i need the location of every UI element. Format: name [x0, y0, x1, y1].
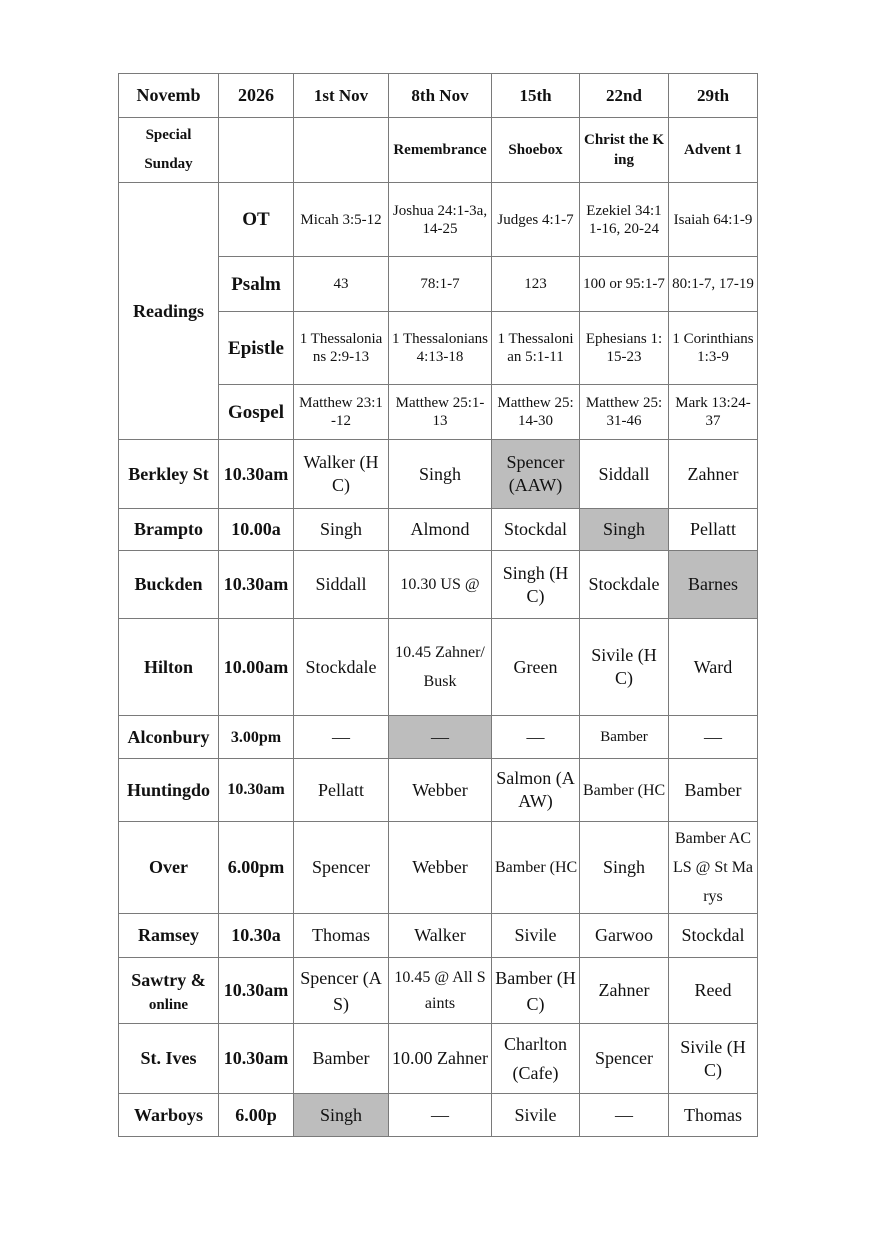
church-name: Huntingdo: [119, 759, 219, 822]
preacher-cell: Singh (HC): [492, 551, 580, 619]
church-name: Hilton: [119, 619, 219, 716]
preacher-cell: Bamber: [580, 716, 669, 759]
reading-cell: Matthew 23:1-12: [294, 385, 389, 440]
preacher-cell: Webber: [389, 822, 492, 914]
service-time: 10.00a: [219, 509, 294, 551]
preacher-cell: Charlton (Cafe): [492, 1024, 580, 1094]
reading-cell: Ephesians 1:15-23: [580, 312, 669, 385]
church-name: Buckden: [119, 551, 219, 619]
preacher-cell: Stockdal: [492, 509, 580, 551]
ot-label: OT: [219, 183, 294, 257]
service-time: 10.30am: [219, 440, 294, 509]
church-name: Brampto: [119, 509, 219, 551]
preacher-cell: Spencer: [580, 1024, 669, 1094]
preacher-cell: Singh: [580, 822, 669, 914]
psalm-label: Psalm: [219, 257, 294, 312]
preacher-cell: Bamber (HC): [492, 958, 580, 1024]
church-row-berkley: [119, 440, 758, 509]
special-sunday-cell: Advent 1: [669, 118, 758, 183]
service-time: 3.00pm: [219, 716, 294, 759]
reading-cell: Joshua 24:1-3a,14-25: [389, 183, 492, 257]
reading-cell: 123: [492, 257, 580, 312]
preacher-cell: Bamber ACLS @ St Marys: [669, 822, 758, 914]
preacher-cell: Bamber: [294, 1024, 389, 1094]
service-time: 10.30am: [219, 1024, 294, 1094]
preacher-cell: —: [492, 716, 580, 759]
preacher-cell-highlighted: Barnes: [669, 551, 758, 619]
preacher-cell: Stockdale: [294, 619, 389, 716]
date-header: 8th Nov: [389, 74, 492, 118]
church-row-alconbury: [119, 716, 758, 759]
church-name-line: online: [148, 997, 189, 1013]
service-time: 6.00pm: [219, 822, 294, 914]
date-header: 15th: [492, 74, 580, 118]
preacher-cell: Walker: [389, 914, 492, 958]
special-sunday-label: [119, 118, 219, 183]
preacher-cell-highlighted: Singh: [294, 1094, 389, 1137]
church-row-brampton: [119, 509, 758, 551]
church-name: [119, 958, 219, 1024]
reading-cell: Ezekiel 34:11-16, 20-24: [580, 183, 669, 257]
year-header: 2026: [219, 74, 294, 118]
service-rota-table: [118, 73, 758, 1137]
church-name: Alconbury: [119, 716, 219, 759]
preacher-cell: Sivile (HC): [580, 619, 669, 716]
preacher-cell: Stockdale: [580, 551, 669, 619]
preacher-cell: Spencer: [294, 822, 389, 914]
reading-cell: 1 Thessalonian 5:1-11: [492, 312, 580, 385]
service-time: 10.00am: [219, 619, 294, 716]
church-row-over: [119, 822, 758, 914]
service-time: 10.30am: [219, 551, 294, 619]
church-name: Berkley St: [119, 440, 219, 509]
reading-cell: 1 Thessalonians 2:9-13: [294, 312, 389, 385]
special-sunday-cell: [294, 118, 389, 183]
preacher-cell: 10.45 @ All Saints: [389, 958, 492, 1024]
preacher-cell: 10.45 Zahner/ Busk: [389, 619, 492, 716]
service-time: 10.30am: [219, 958, 294, 1024]
church-row-sawtry: [119, 958, 758, 1024]
church-row-ramsey: [119, 914, 758, 958]
special-sunday-cell: Christ the King: [580, 118, 669, 183]
epistle-label: Epistle: [219, 312, 294, 385]
preacher-cell: Sivile: [492, 1094, 580, 1137]
preacher-cell: Stockdal: [669, 914, 758, 958]
church-row-hilton: [119, 619, 758, 716]
preacher-cell: Zahner: [580, 958, 669, 1024]
church-name-line: Sawtry &: [131, 970, 206, 990]
reading-cell: Matthew 25:31-46: [580, 385, 669, 440]
preacher-cell: Garwoo: [580, 914, 669, 958]
reading-cell: 80:1-7, 17-19: [669, 257, 758, 312]
service-time: 10.30am: [219, 759, 294, 822]
church-name: Over: [119, 822, 219, 914]
preacher-cell: Reed: [669, 958, 758, 1024]
special-sunday-row: [119, 118, 758, 183]
reading-cell: Isaiah 64:1-9: [669, 183, 758, 257]
church-row-huntingdon: [119, 759, 758, 822]
church-row-buckden: [119, 551, 758, 619]
church-name: Warboys: [119, 1094, 219, 1137]
preacher-cell: Spencer (AS): [294, 958, 389, 1024]
reading-cell: Judges 4:1-7: [492, 183, 580, 257]
preacher-cell: Bamber (HC: [492, 822, 580, 914]
reading-cell: Matthew 25:1-13: [389, 385, 492, 440]
reading-cell: Micah 3:5-12: [294, 183, 389, 257]
special-sunday-cell: Remembrance: [389, 118, 492, 183]
preacher-cell: —: [580, 1094, 669, 1137]
special-label-line: Sunday: [144, 156, 193, 172]
preacher-cell: —: [669, 716, 758, 759]
church-row-warboys: [119, 1094, 758, 1137]
preacher-cell: Sivile (HC): [669, 1024, 758, 1094]
preacher-cell: Almond: [389, 509, 492, 551]
reading-cell: Matthew 25:14-30: [492, 385, 580, 440]
preacher-cell: Webber: [389, 759, 492, 822]
service-time: 10.30a: [219, 914, 294, 958]
empty-cell: [219, 118, 294, 183]
header-row: [119, 74, 758, 118]
preacher-cell-highlighted: Spencer (AAW): [492, 440, 580, 509]
preacher-cell: 10.30 US @: [389, 551, 492, 619]
reading-cell: 43: [294, 257, 389, 312]
preacher-cell: Bamber: [669, 759, 758, 822]
date-header: 1st Nov: [294, 74, 389, 118]
church-name: St. Ives: [119, 1024, 219, 1094]
reading-cell: 1 Corinthians 1:3-9: [669, 312, 758, 385]
preacher-cell: Thomas: [294, 914, 389, 958]
preacher-cell: Sivile: [492, 914, 580, 958]
reading-cell: 1 Thessalonians 4:13-18: [389, 312, 492, 385]
preacher-cell: 10.00 Zahner: [389, 1024, 492, 1094]
gospel-label: Gospel: [219, 385, 294, 440]
preacher-cell: Walker (HC): [294, 440, 389, 509]
reading-cell: 100 or 95:1-7: [580, 257, 669, 312]
preacher-cell: Siddall: [294, 551, 389, 619]
reading-cell: Mark 13:24-37: [669, 385, 758, 440]
preacher-cell: Bamber (HC: [580, 759, 669, 822]
preacher-cell: Siddall: [580, 440, 669, 509]
church-row-st-ives: [119, 1024, 758, 1094]
special-label-line: Special: [145, 127, 192, 143]
preacher-cell: Pellatt: [669, 509, 758, 551]
date-header: 29th: [669, 74, 758, 118]
preacher-cell: —: [294, 716, 389, 759]
service-time: 6.00p: [219, 1094, 294, 1137]
church-name: Ramsey: [119, 914, 219, 958]
preacher-cell-highlighted: Singh: [580, 509, 669, 551]
preacher-cell: Salmon (AAW): [492, 759, 580, 822]
readings-label: Readings: [119, 183, 219, 440]
date-header: 22nd: [580, 74, 669, 118]
special-sunday-cell: Shoebox: [492, 118, 580, 183]
preacher-cell: Zahner: [669, 440, 758, 509]
preacher-cell: Thomas: [669, 1094, 758, 1137]
preacher-cell-highlighted: —: [389, 716, 492, 759]
preacher-cell: Singh: [389, 440, 492, 509]
preacher-cell: Green: [492, 619, 580, 716]
preacher-cell: —: [389, 1094, 492, 1137]
reading-row-ot: [119, 183, 758, 257]
reading-cell: 78:1-7: [389, 257, 492, 312]
preacher-cell: Singh: [294, 509, 389, 551]
month-header: Novemb: [119, 74, 219, 118]
preacher-cell: Pellatt: [294, 759, 389, 822]
preacher-cell: Ward: [669, 619, 758, 716]
